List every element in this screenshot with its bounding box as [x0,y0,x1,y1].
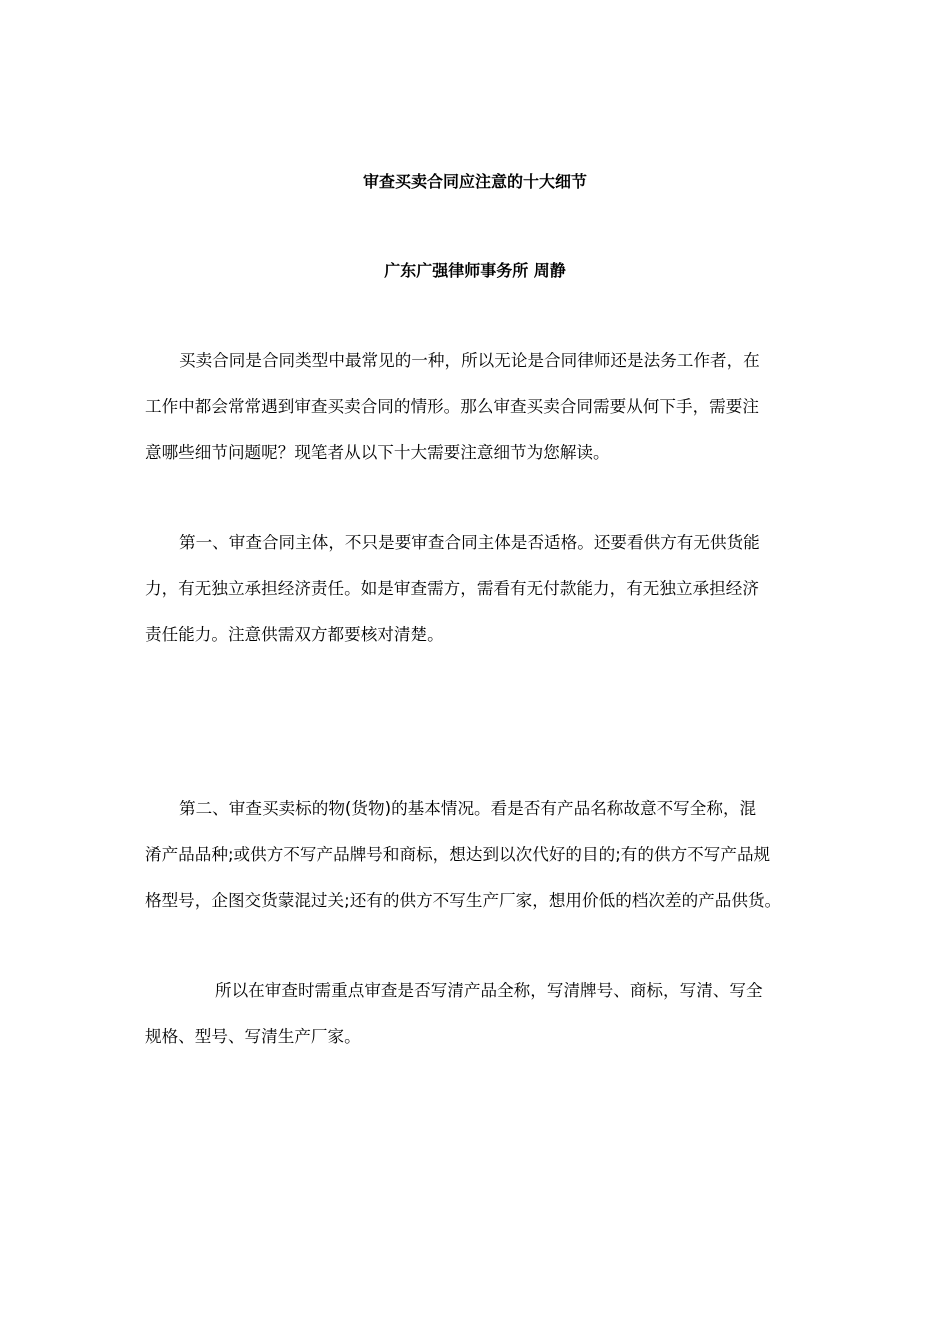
paragraph-intro [145,338,813,476]
document-title: 审查买卖合同应注意的十大细节 [362,172,587,191]
paragraph-line: 责任能力。注意供需双方都要核对清楚。 [145,625,444,644]
paragraph-line: 意哪些细节问题呢？现笔者从以下十大需要注意细节为您解读。 [145,443,610,462]
paragraph-point-2-note [145,968,813,1060]
paragraph-line: 第一、审查合同主体，不只是要审查合同主体是否适格。还要看供方有无供货能 [179,533,760,552]
paragraph-line: 规格、型号、写清生产厂家。 [145,1027,361,1046]
paragraph-line: 所以在审查时需重点审查是否写清产品全称，写清牌号、商标，写清、写全 [215,981,763,1000]
paragraph-point-1 [145,520,813,658]
paragraph-line: 第二、审查买卖标的物(货物)的基本情况。看是否有产品名称故意不写全称，混 [179,799,757,818]
paragraph-line: 格型号，企图交货蒙混过关;还有的供方不写生产厂家，想用价低的档次差的产品供货。 [145,891,782,910]
paragraph-line: 力，有无独立承担经济责任。如是审查需方，需看有无付款能力，有无独立承担经济 [145,579,759,598]
paragraph-line: 买卖合同是合同类型中最常见的一种，所以无论是合同律师还是法务工作者，在 [179,351,760,370]
paragraph-line: 淆产品品种;或供方不写产品牌号和商标，想达到以次代好的目的;有的供方不写产品规 [145,845,771,864]
document-author: 广东广强律师事务所 周静 [384,261,566,280]
paragraph-point-2 [145,786,813,924]
paragraph-line: 工作中都会常常遇到审查买卖合同的情形。那么审查买卖合同需要从何下手，需要注 [145,397,759,416]
